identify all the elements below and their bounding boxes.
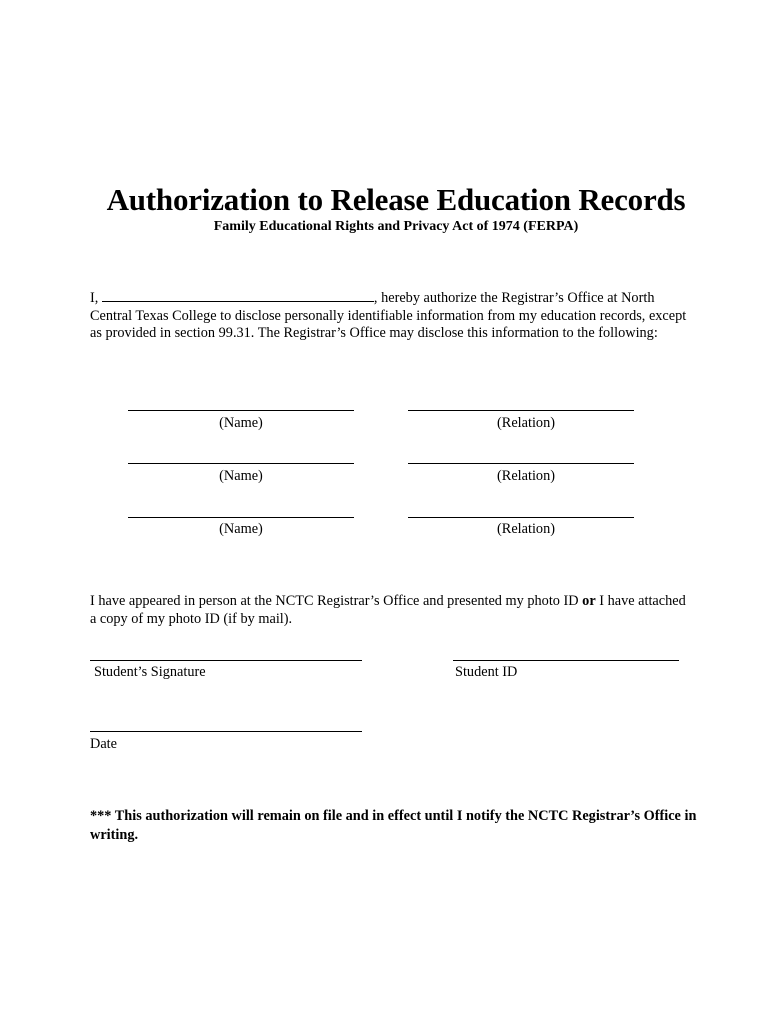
id-statement-part2: I have attached a copy of my photo ID (if by mail). bbox=[90, 593, 686, 627]
id-statement-or: or bbox=[582, 593, 596, 609]
id-statement-part1: I have appeared in person at the NCTC Registrar’s Office and presented my photo ID bbox=[90, 593, 579, 609]
retention-notice: *** This authorization will remain on file and in effect until I notify the NCTC Registrar’s Office in writing. bbox=[90, 808, 697, 843]
recipient-3-name-line[interactable] bbox=[128, 517, 354, 518]
signature-line[interactable] bbox=[90, 660, 362, 661]
photo-id-statement bbox=[90, 593, 690, 628]
recipient-1-name-line[interactable] bbox=[128, 410, 354, 411]
recipient-2-name-line[interactable] bbox=[128, 463, 354, 464]
intro-text: , hereby authorize the Registrar’s Office at North Central Texas College to disclose personally identifiable information from my education records, except as provided in section 99.31. The Registrar’s Office may disclose this information to the following: bbox=[90, 290, 687, 341]
recipient-1-name-label: (Name) bbox=[219, 415, 263, 431]
recipient-1-relation-label: (Relation) bbox=[497, 415, 555, 431]
date-label: Date bbox=[90, 736, 117, 752]
recipient-3-relation-line[interactable] bbox=[408, 517, 634, 518]
authorization-paragraph bbox=[90, 290, 690, 343]
recipient-1-relation-line[interactable] bbox=[408, 410, 634, 411]
recipient-2-relation-label: (Relation) bbox=[497, 468, 555, 484]
signature-label: Student’s Signature bbox=[94, 664, 206, 680]
intro-prefix: I, bbox=[90, 290, 99, 306]
student-name-blank[interactable] bbox=[102, 290, 374, 302]
recipient-3-relation-label: (Relation) bbox=[497, 521, 555, 537]
page-subtitle: Family Educational Rights and Privacy Act of 1974 (FERPA) bbox=[213, 219, 579, 234]
recipient-2-relation-line[interactable] bbox=[408, 463, 634, 464]
recipient-2-name-label: (Name) bbox=[219, 468, 263, 484]
page-title: Authorization to Release Education Records bbox=[106, 182, 686, 217]
student-id-label: Student ID bbox=[455, 664, 518, 680]
date-line[interactable] bbox=[90, 731, 362, 732]
student-id-line[interactable] bbox=[453, 660, 679, 661]
recipient-3-name-label: (Name) bbox=[219, 521, 263, 537]
